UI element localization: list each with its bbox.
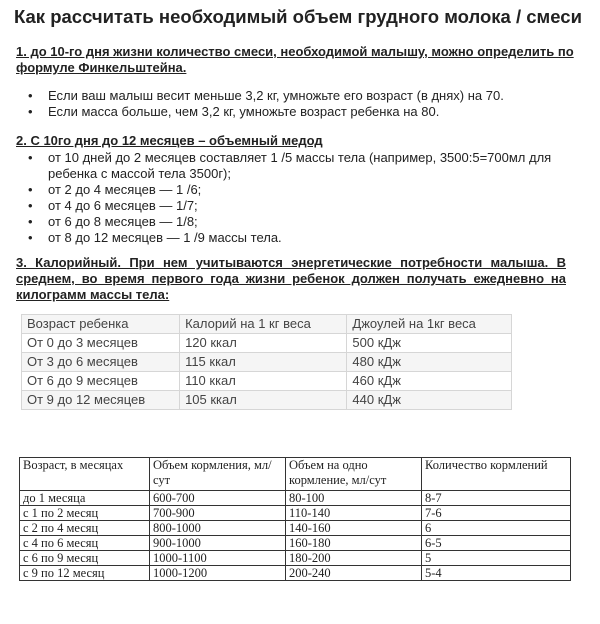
list-item: • от 10 дней до 2 месяцев составляет 1 /5 массы тела (например, 3500:5=700мл для ребенка с массой тела 3500г);: [28, 150, 573, 182]
table-cell: От 6 до 9 месяцев: [22, 372, 180, 391]
table-cell: 440 кДж: [347, 391, 512, 410]
table-cell: 600-700: [150, 491, 286, 506]
list-item: • Если масса больше, чем 3,2 кг, умножьте возраст ребенка на 80.: [28, 104, 504, 120]
table-cell: 500 кДж: [347, 334, 512, 353]
section1-heading-line2: формуле Финкельштейна.: [16, 60, 187, 75]
table-cell: 105 ккал: [180, 391, 347, 410]
table-row: [22, 353, 512, 372]
table-cell: 460 кДж: [347, 372, 512, 391]
table-cell: 6-5: [422, 536, 571, 551]
section2-list: [28, 150, 573, 246]
table-cell: 160-180: [286, 536, 422, 551]
list-item: • от 2 до 4 месяцев — 1 /6;: [28, 182, 573, 198]
table-cell: 700-900: [150, 506, 286, 521]
table-cell: 200-240: [286, 566, 422, 581]
calorie-table: [21, 314, 512, 410]
section1-heading: [16, 44, 574, 76]
page-title: Как рассчитать необходимый объем грудного молока / смеси: [14, 6, 582, 27]
table-header-row: [20, 458, 571, 491]
table-row: [20, 551, 571, 566]
table-row: [20, 506, 571, 521]
table-cell: 180-200: [286, 551, 422, 566]
table-cell: 6: [422, 521, 571, 536]
table-cell: 110-140: [286, 506, 422, 521]
table-cell: От 9 до 12 месяцев: [22, 391, 180, 410]
table-cell: с 6 по 9 месяц: [20, 551, 150, 566]
section1-heading-line1: 1. до 10-го дня жизни количество смеси, необходимой малышу, можно определить по: [16, 44, 574, 59]
table-cell: с 1 по 2 месяц: [20, 506, 150, 521]
table-cell: 80-100: [286, 491, 422, 506]
table-row: [22, 372, 512, 391]
table-cell: 480 кДж: [347, 353, 512, 372]
table-row: [20, 491, 571, 506]
table-cell: От 3 до 6 месяцев: [22, 353, 180, 372]
table-header-cell: Количество кормлений: [422, 458, 571, 491]
table-cell: 140-160: [286, 521, 422, 536]
table-row: [22, 391, 512, 410]
section1-list: [28, 88, 504, 120]
table-row: [22, 334, 512, 353]
table-header-cell: Джоулей на 1кг веса: [347, 315, 512, 334]
table-header-cell: Калорий на 1 кг веса: [180, 315, 347, 334]
table-cell: 900-1000: [150, 536, 286, 551]
table-cell: с 4 по 6 месяц: [20, 536, 150, 551]
table-cell: с 2 по 4 месяц: [20, 521, 150, 536]
table-cell: 1000-1100: [150, 551, 286, 566]
table-header-cell: Объем кормления, мл/сут: [150, 458, 286, 491]
table-cell: 1000-1200: [150, 566, 286, 581]
table-header-cell: Возраст, в месяцах: [20, 458, 150, 491]
section2-heading: 2. С 10го дня до 12 месяцев – объемный медод: [16, 133, 323, 148]
table-cell: с 9 по 12 месяц: [20, 566, 150, 581]
table-row: [20, 536, 571, 551]
table-cell: 800-1000: [150, 521, 286, 536]
table-cell: 7-6: [422, 506, 571, 521]
feeding-volume-table: [19, 457, 571, 581]
table-cell: до 1 месяца: [20, 491, 150, 506]
table-cell: 5: [422, 551, 571, 566]
table-cell: 120 ккал: [180, 334, 347, 353]
list-item: • Если ваш малыш весит меньше 3,2 кг, умножьте его возраст (в днях) на 70.: [28, 88, 504, 104]
table-cell: 8-7: [422, 491, 571, 506]
list-item: • от 4 до 6 месяцев — 1/7;: [28, 198, 573, 214]
list-item: • от 6 до 8 месяцев — 1/8;: [28, 214, 573, 230]
table-cell: 115 ккал: [180, 353, 347, 372]
table-header-row: [22, 315, 512, 334]
table-row: [20, 521, 571, 536]
list-item: • от 8 до 12 месяцев — 1 /9 массы тела.: [28, 230, 573, 246]
table-cell: От 0 до 3 месяцев: [22, 334, 180, 353]
table-cell: 5-4: [422, 566, 571, 581]
table-header-cell: Возраст ребенка: [22, 315, 180, 334]
table-cell: 110 ккал: [180, 372, 347, 391]
section3-heading: 3. Калорийный. При нем учитываются энергетические потребности малыша. В среднем, во время первого года жизни ребенок должен получать ежедневно на килограмм массы тела:: [16, 255, 566, 302]
table-header-cell: Объем на одно кормление, мл/сут: [286, 458, 422, 491]
table-row: [20, 566, 571, 581]
